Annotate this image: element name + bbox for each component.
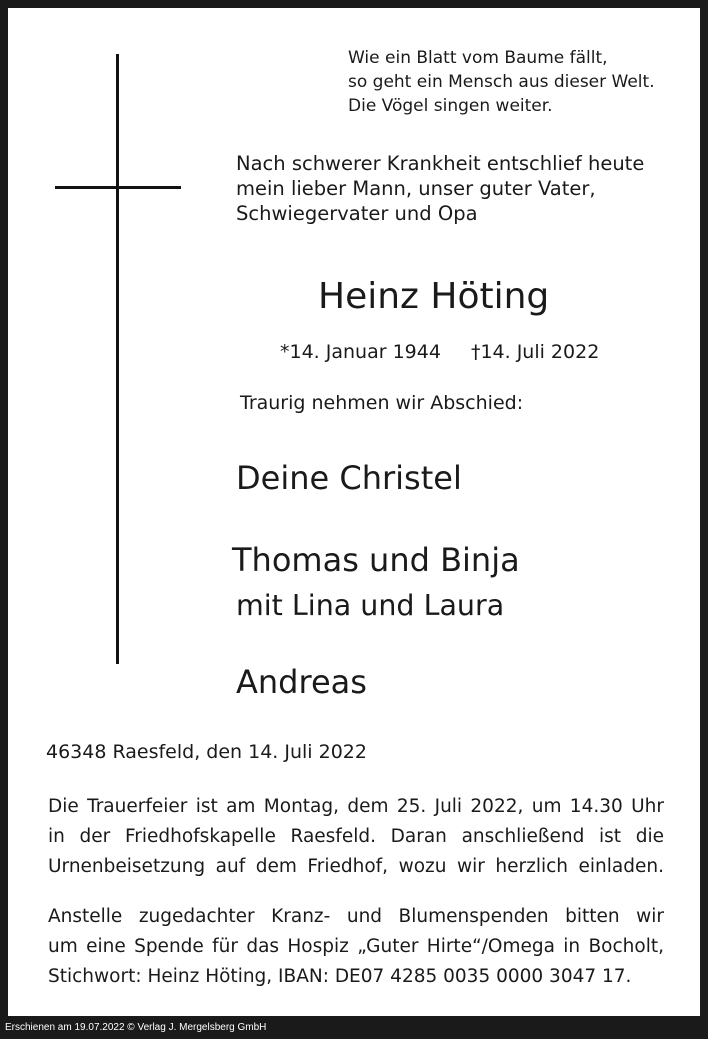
- donation-line: Anstelle zugedachter Kranz- und Blumenspenden bitten wir: [48, 906, 664, 927]
- poem-line: so geht ein Mensch aus dieser Welt.: [348, 72, 655, 92]
- donation-line: Stichwort: Heinz Höting, IBAN: DE07 4285 0035 0000 3047 17.: [48, 966, 632, 987]
- family-member: mit Lina und Laura: [236, 589, 505, 622]
- intro-line: Nach schwerer Krankheit entschlief heute: [236, 152, 645, 175]
- death-date: †14. Juli 2022: [470, 341, 600, 363]
- donation-line: um eine Spende für das Hospiz „Guter Hirte“/Omega in Bocholt,: [48, 936, 664, 957]
- publication-footer: Erschienen am 19.07.2022 © Verlag J. Mergelsberg GmbH: [5, 1022, 267, 1033]
- intro-text: [236, 151, 644, 226]
- intro-line: Schwiegervater und Opa: [236, 202, 478, 225]
- poem-line: Die Vögel singen weiter.: [348, 96, 553, 116]
- ceremony-paragraph: [48, 792, 664, 882]
- farewell-text: Traurig nehmen wir Abschied:: [240, 392, 524, 414]
- poem: [348, 46, 655, 118]
- cross-bar: [55, 186, 181, 189]
- ceremony-line: Die Trauerfeier ist am Montag, dem 25. Juli 2022, um 14.30 Uhr: [48, 796, 664, 817]
- place-date: 46348 Raesfeld, den 14. Juli 2022: [46, 741, 367, 763]
- family-member: Deine Christel: [236, 459, 462, 497]
- poem-line: Wie ein Blatt vom Baume fällt,: [348, 48, 608, 68]
- family-member: Andreas: [236, 663, 367, 701]
- family-member: Thomas und Binja: [232, 541, 520, 579]
- cross-icon: [116, 54, 119, 664]
- ceremony-line: in der Friedhofskapelle Raesfeld. Daran anschließend ist die: [48, 826, 664, 847]
- obituary-card: [8, 8, 700, 1016]
- life-dates: [280, 338, 599, 366]
- donation-paragraph: [48, 902, 664, 992]
- birth-date: *14. Januar 1944: [280, 341, 441, 363]
- ceremony-line: Urnenbeisetzung auf dem Friedhof, wozu wir herzlich einladen.: [48, 856, 664, 877]
- intro-line: mein lieber Mann, unser guter Vater,: [236, 177, 596, 200]
- deceased-name: Heinz Höting: [318, 276, 550, 317]
